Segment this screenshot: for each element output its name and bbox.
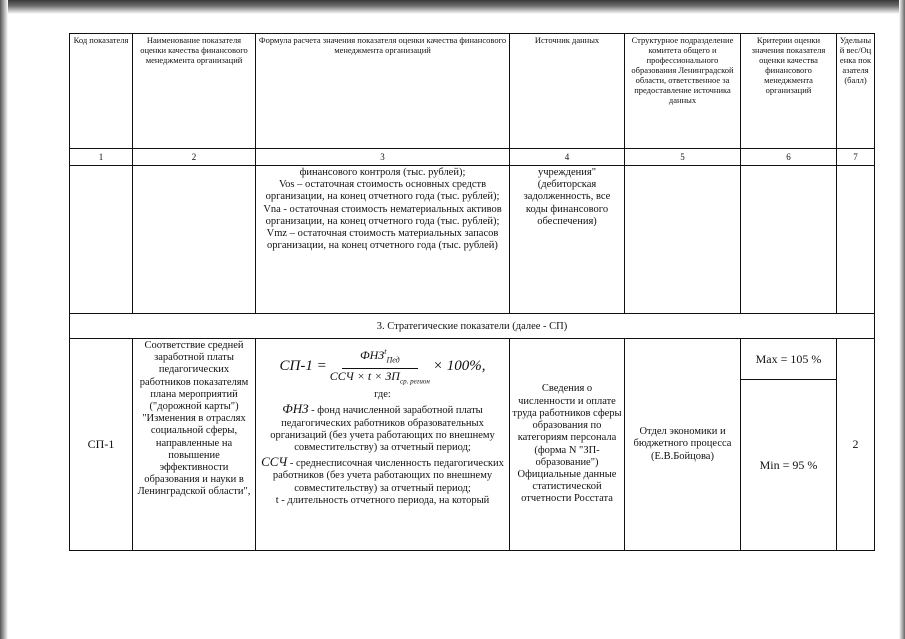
cont-name	[133, 166, 256, 314]
col-number-3: 3	[256, 149, 510, 166]
section-title: 3. Стратегические показатели (далее - СП)	[70, 314, 875, 339]
formula-def-3: t - длительность отчетного периода, на который	[275, 494, 490, 506]
formula-fraction	[330, 346, 430, 387]
cont-formula-line: финансового контроля (тыс. рублей);	[299, 167, 466, 178]
cont-criteria	[741, 166, 837, 314]
sp1-weight: 2	[837, 339, 875, 551]
col-number-2: 2	[133, 149, 256, 166]
header-source: Источник данных	[510, 34, 625, 149]
formula-def-2	[258, 456, 507, 495]
formula-denominator	[330, 369, 430, 388]
denominator-sub: ср. регион	[399, 376, 430, 385]
col-number-1: 1	[70, 149, 133, 166]
continuation-row	[70, 166, 875, 314]
def-1-symbol: ФНЗ	[282, 401, 309, 417]
def-2-symbol: ССЧ	[261, 454, 288, 470]
cont-weight	[837, 166, 875, 314]
numerator-sub: Пед	[386, 355, 400, 365]
criteria-min: Min = 95 %	[759, 457, 818, 472]
section-row	[70, 314, 875, 339]
formula-numerator	[342, 346, 418, 369]
header-weight: Удельный вес/Оценка показателя (балл)	[837, 34, 875, 149]
scan-shadow-left	[0, 0, 8, 639]
formula-tail: × 100%,	[432, 358, 486, 375]
sp1-code: СП-1	[70, 339, 133, 551]
sp1-name: Соответствие средней заработной платы педагогических работников показателям плана мероприятий ("дорожной карты") "Изменения в отраслях социальной сферы, направленные на повышение эффективности образования и науки в Ленинградской области",	[133, 339, 256, 551]
col-number-6: 6	[741, 149, 837, 166]
cont-department	[625, 166, 741, 314]
formula-where: где:	[374, 389, 391, 401]
header-department: Структурное подразделение комитета общего и профессионального образования Ленинградской области, ответственное за предоставление источника данных	[625, 34, 741, 149]
def-1-text: - фонд начисленной заработной платы педагогических работников образовательных организаций (без учета работающих по внешнему совместительству) за отчетный период;	[270, 405, 495, 453]
denominator-symbol: ССЧ × t × ЗП	[329, 368, 400, 383]
sp1-department: Отдел экономики и бюджетного процесса (Е.В.Бойцова)	[625, 339, 741, 551]
cont-code	[70, 166, 133, 314]
header-row	[70, 34, 875, 149]
sp1-criteria	[741, 339, 837, 551]
col-number-7: 7	[837, 149, 875, 166]
cont-formula-line: Vos – остаточная стоимость основных средств организации, на конец отчетного года (тыс. рублей);	[265, 179, 500, 203]
def-2-text: - среднесписочная численность педагогических работников (без учета работающих по внешнему совместительству) за отчетный период;	[272, 458, 504, 494]
header-code: Код показателя	[70, 34, 133, 149]
col-number-4: 4	[510, 149, 625, 166]
header-name: Наименование показателя оценки качества финансового менеджмента организаций	[133, 34, 256, 149]
indicator-row-sp1	[70, 339, 875, 551]
sp1-formula-cell	[256, 339, 510, 551]
formula-def-1	[258, 403, 507, 454]
column-number-row	[70, 149, 875, 166]
cont-formula-line: Vna - остаточная стоимость нематериальных активов организации, на конец отчетного года (тыс. рублей);	[263, 203, 502, 227]
scan-shadow-right	[899, 0, 905, 639]
sp1-formula	[258, 346, 507, 387]
col-number-5: 5	[625, 149, 741, 166]
numerator-symbol: ФНЗ	[359, 348, 385, 362]
scan-shadow-top	[0, 0, 905, 14]
header-criteria: Критерии оценки значения показателя оценки качества финансового менеджмента организаций	[741, 34, 837, 149]
cont-formula-line: Vmz – остаточная стоимость материальных запасов организации, на конец отчетного года (тыс. рублей)	[266, 228, 499, 252]
cont-formula	[256, 166, 510, 314]
indicator-table	[69, 33, 875, 551]
numerator-sup: t	[384, 347, 387, 356]
sp1-source: Сведения о численности и оплате труда работников сферы образования по категориям персонала (форма N "ЗП-образование") Официальные данные статистической отчетности Росстата	[510, 339, 625, 551]
header-formula: Формула расчета значения показателя оценки качества финансового менеджмента организаций	[256, 34, 510, 149]
criteria-max: Max = 105 %	[741, 339, 836, 380]
cont-source: учреждения" (дебиторская задолженность, все коды финансового обеспечения)	[510, 166, 625, 314]
formula-lhs: СП-1 =	[279, 358, 327, 375]
